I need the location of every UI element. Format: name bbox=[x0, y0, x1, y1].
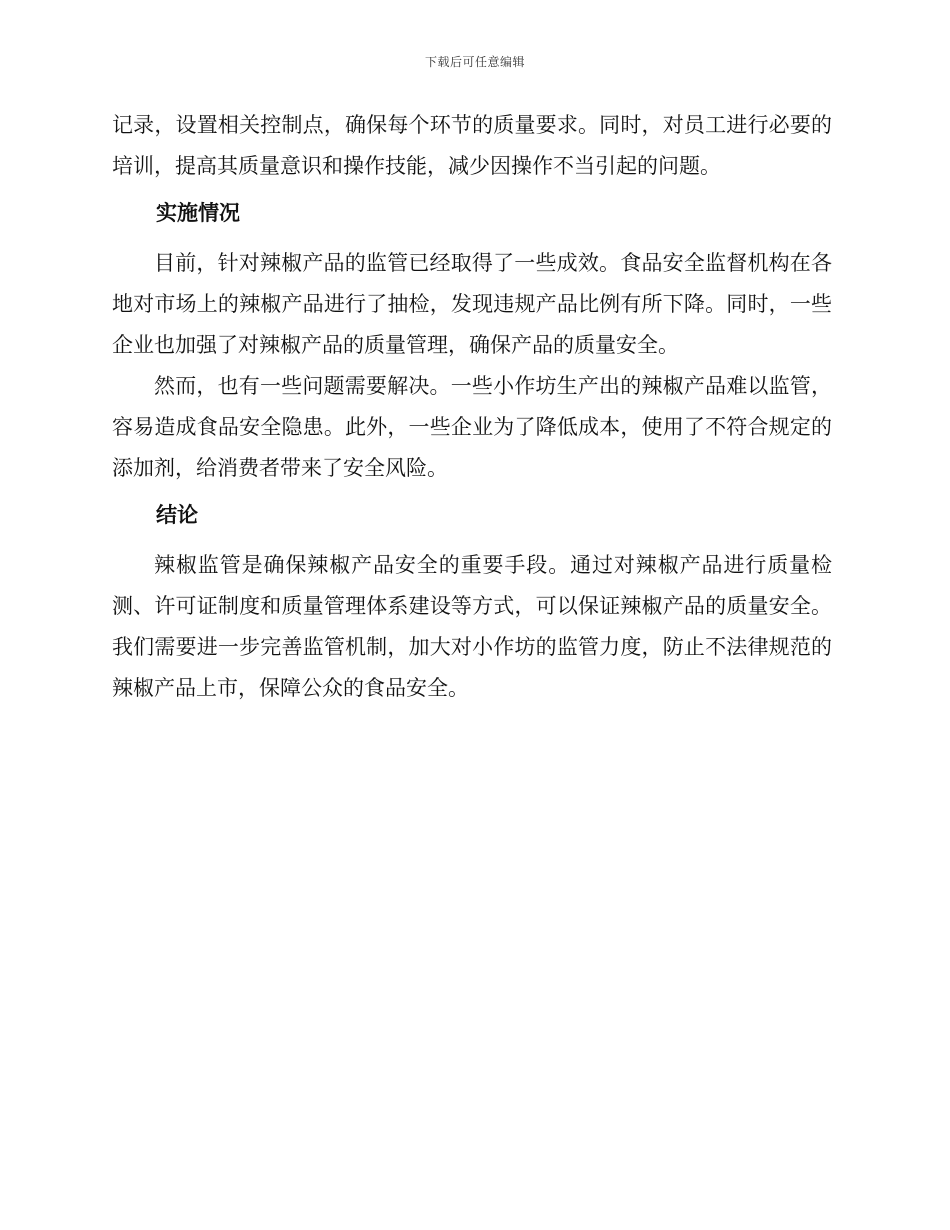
paragraph-quality-control: 记录，设置相关控制点，确保每个环节的质量要求。同时，对员工进行必要的培训，提高其质量意识和操作技能，减少因操作不当引起的问题。 bbox=[112, 113, 832, 178]
paragraph-current-results: 目前，针对辣椒产品的监管已经取得了一些成效。食品安全监督机构在各地对市场上的辣椒产品进行了抽检，发现违规产品比例有所下降。同时，一些企业也加强了对辣椒产品的质量管理，确保产品的质量安全。 bbox=[112, 251, 832, 357]
section-heading-conclusion: 结论 bbox=[156, 503, 198, 527]
section-heading-implementation: 实施情况 bbox=[156, 201, 240, 225]
paragraph-conclusion: 辣椒监管是确保辣椒产品安全的重要手段。通过对辣椒产品进行质量检测、许可证制度和质量管理体系建设等方式，可以保证辣椒产品的质量安全。我们需要进一步完善监管机制，加大对小作坊的监管力度，防止不法律规范的辣椒产品上市，保障公众的食品安全。 bbox=[112, 553, 832, 700]
page-header: 下载后可任意编辑 bbox=[424, 55, 525, 69]
document-body bbox=[112, 105, 832, 709]
paragraph-remaining-problems: 然而，也有一些问题需要解决。一些小作坊生产出的辣椒产品难以监管，容易造成食品安全隐患。此外，一些企业为了降低成本，使用了不符合规定的添加剂，给消费者带来了安全风险。 bbox=[112, 374, 832, 480]
